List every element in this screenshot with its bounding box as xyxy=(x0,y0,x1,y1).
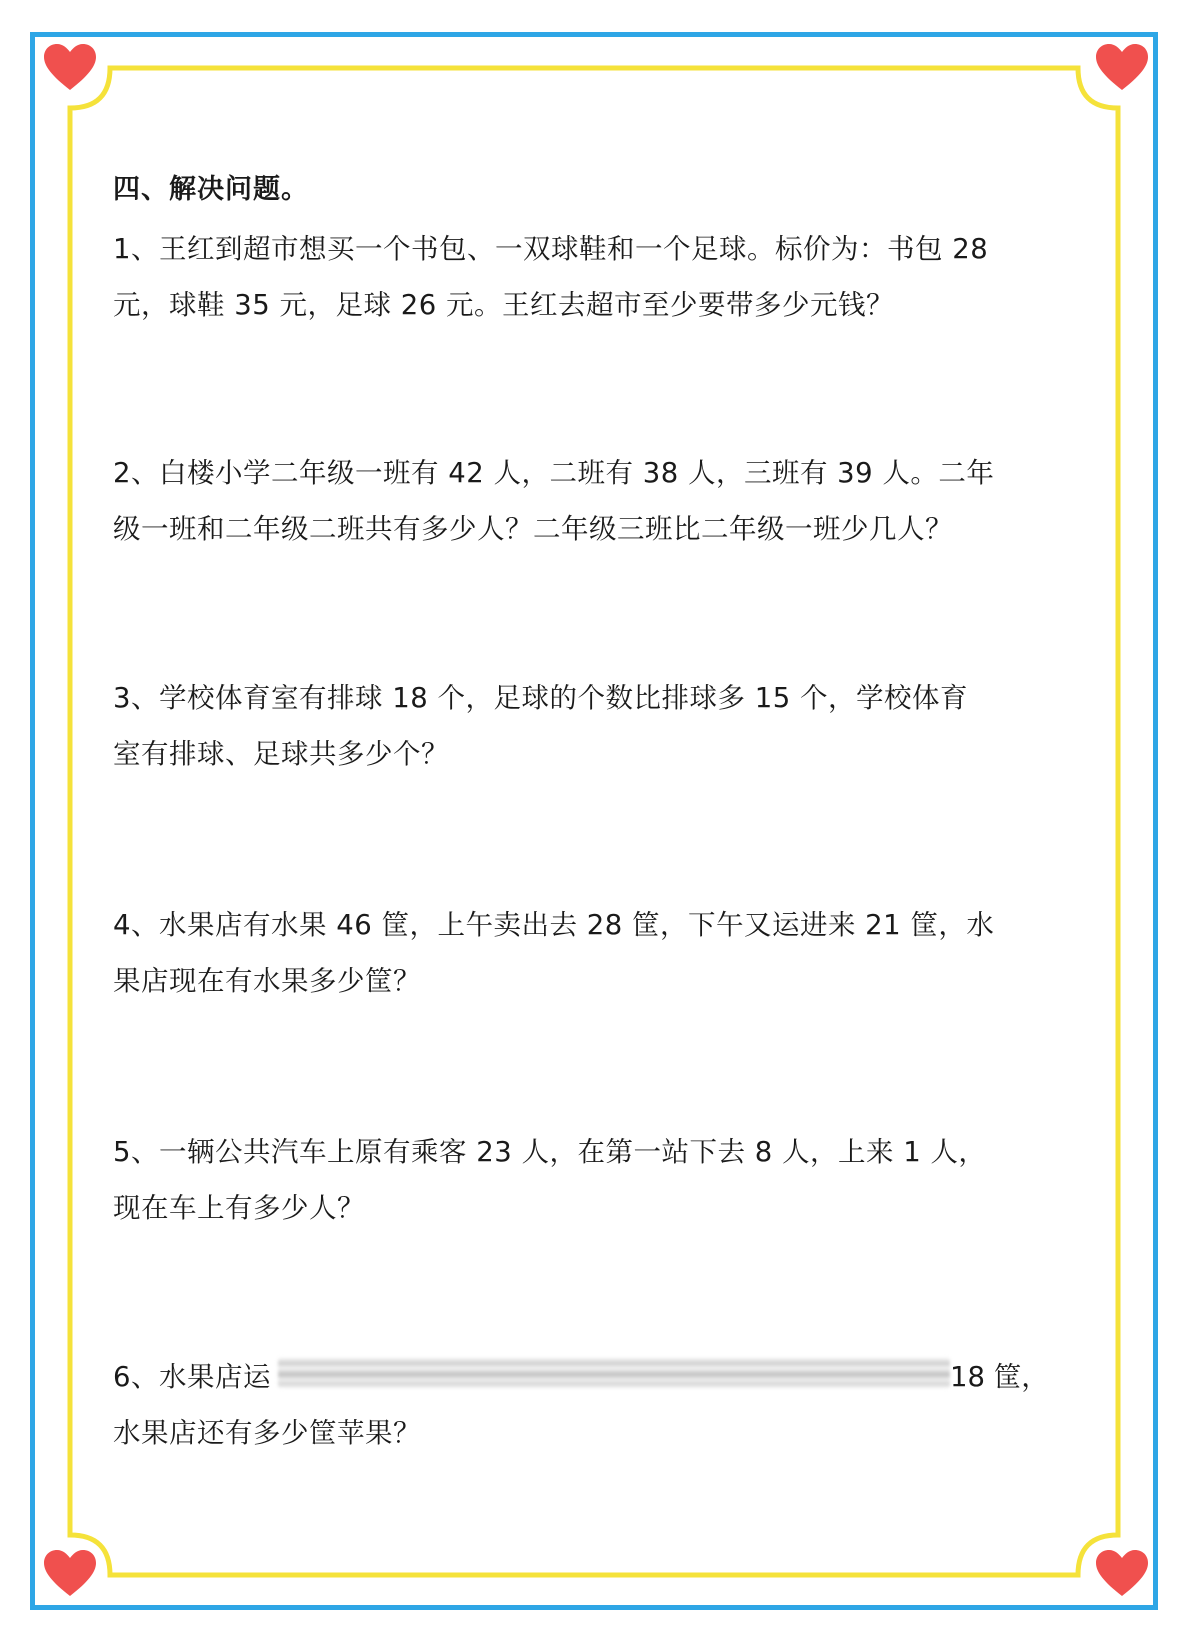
section-heading: 四、解决问题。 xyxy=(113,174,309,205)
problem-line: 室有排球、足球共多少个？ xyxy=(113,738,449,770)
problem-line: 果店现在有水果多少筐？ xyxy=(113,965,421,997)
problem-line: 2、白楼小学二年级一班有 42 人，二班有 38 人，三班有 39 人。二年 xyxy=(113,457,995,489)
problem-5 xyxy=(113,1124,1073,1236)
problem-line: 1、王红到超市想买一个书包、一双球鞋和一个足球。标价为：书包 28 xyxy=(113,233,989,265)
problem-line: 6、水果店运 xyxy=(113,1361,271,1393)
heart-icon-bottom-left xyxy=(44,1550,96,1598)
problem-1 xyxy=(113,221,1073,333)
heart-icon-top-left xyxy=(44,44,96,92)
redacted-text-blur xyxy=(278,1357,950,1389)
heart-icon-top-right xyxy=(1096,44,1148,92)
heart-icon-bottom-right xyxy=(1096,1550,1148,1598)
problem-line: 4、水果店有水果 46 筐，上午卖出去 28 筐，下午又运进来 21 筐，水 xyxy=(113,909,995,941)
problem-2 xyxy=(113,445,1073,557)
problem-line: 5、一辆公共汽车上原有乘客 23 人，在第一站下去 8 人，上来 1 人， xyxy=(113,1136,987,1168)
problem-line: 水果店还有多少筐苹果？ xyxy=(113,1417,421,1449)
problem-line: 现在车上有多少人？ xyxy=(113,1192,365,1224)
problem-3 xyxy=(113,670,1073,782)
problem-line: 级一班和二年级二班共有多少人？二年级三班比二年级一班少几人？ xyxy=(113,513,953,545)
problem-line: 3、学校体育室有排球 18 个，足球的个数比排球多 15 个，学校体育 xyxy=(113,682,968,714)
problem-4 xyxy=(113,897,1073,1009)
problem-6-line1-end: 18 筐， xyxy=(950,1361,1049,1393)
problem-line: 元，球鞋 35 元，足球 26 元。王红去超市至少要带多少元钱？ xyxy=(113,289,894,321)
